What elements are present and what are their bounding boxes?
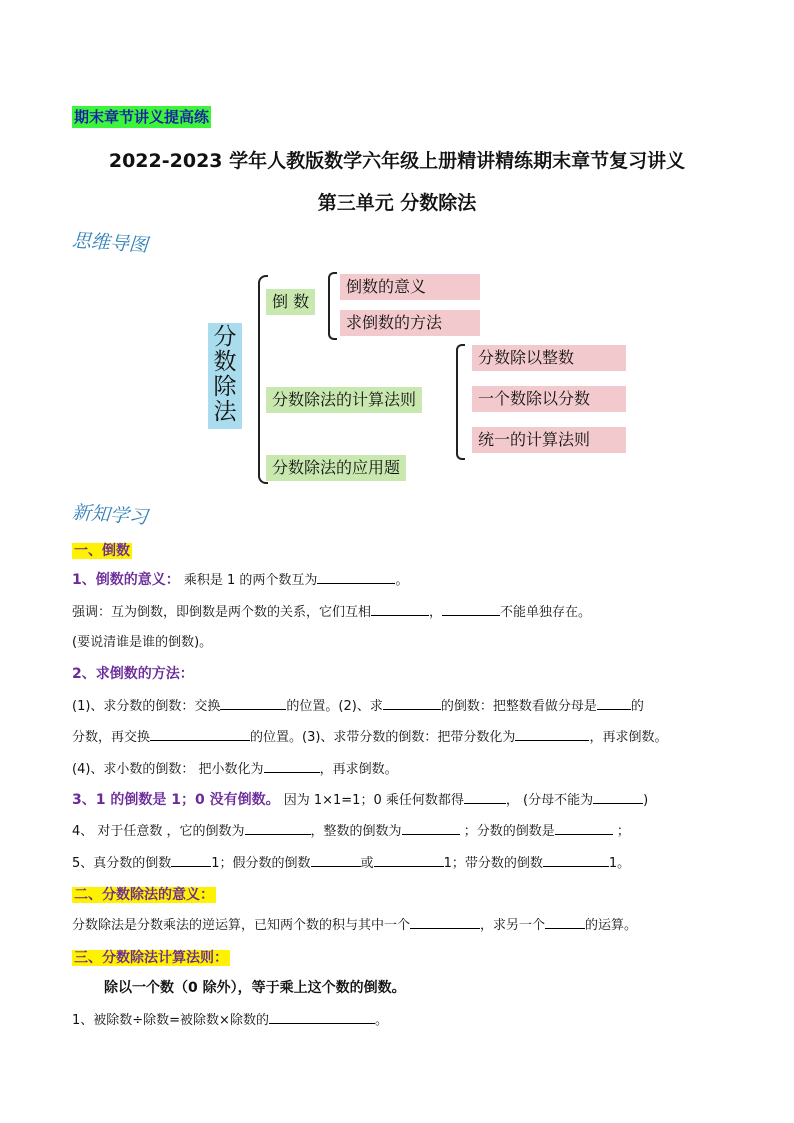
mindmap-brace-reciprocal [328,272,337,340]
unit-title: 第三单元 分数除法 [317,192,477,214]
line-division-meaning: 分数除法是分数乘法的逆运算，已知两个数的积与其中一个 ，求另一个 的运算。 [72,918,638,933]
mindmap-node-rule: 分数除法的计算法则 [266,387,422,413]
section-3-heading: 三、分数除法计算法则： [74,950,228,966]
mindmap-node-method: 求倒数的方法 [340,310,480,336]
line-note: (要说清谁是谁的倒数)。 [72,635,213,650]
mindmap-node-unified: 统一的计算法则 [472,427,626,453]
section-newknowledge-heading: 新知学习 [71,501,149,529]
header-tag: 期末章节讲义提高练 [74,108,210,126]
line-method-4: (4)、求小数的倒数： 把小数化为 ，再求倒数。 [72,762,398,777]
line-method-1: (1)、求分数的倒数：交换 的位置。(2)、求 的倒数：把整数看做分母是 的 [72,699,644,714]
line-method-heading: 2、求倒数的方法： [72,666,194,682]
mindmap-node-div-frac: 一个数除以分数 [472,386,626,412]
mindmap-root: 分数除法 [208,323,242,429]
line-rule-1: 1、被除数÷除数=被除数×除数的 。 [72,1013,388,1028]
line-fact-5: 5、真分数的倒数 1；假分数的倒数 或 1；带分数的倒数 1。 [72,856,631,871]
line-fact-3: 3、1 的倒数是 1；0 没有倒数。 因为 1×1=1；0 乘任何数都得 ， (分母不能为 ) [72,792,649,808]
mindmap-node-div-int: 分数除以整数 [472,345,626,371]
page-title: 2022-2023 学年人教版数学六年级上册精讲精练期末章节复习讲义 [108,150,686,172]
mindmap-node-meaning: 倒数的意义 [340,274,480,300]
line-meaning: 1、倒数的意义： 乘积是 1 的两个数互为 。 [72,572,409,588]
line-method-2: 分数，再交换 的位置。(3)、求带分数的倒数：把带分数化为 ，再求倒数。 [72,730,668,745]
section-mindmap-heading: 思维导图 [71,229,149,257]
mindmap-node-application: 分数除法的应用题 [266,455,406,481]
mindmap-brace-rule [456,344,465,460]
mindmap-node-reciprocal: 倒 数 [266,289,315,315]
line-emphasis: 强调：互为倒数，即倒数是两个数的关系，它们互相 ， 不能单独存在。 [72,605,592,620]
line-fact-4: 4、 对于任意数 ，它的倒数为 ，整数的倒数为 ；分数的倒数是 ； [72,824,630,839]
line-rule: 除以一个数（0 除外），等于乘上这个数的倒数。 [104,980,406,996]
section-1-heading: 一、倒数 [74,543,130,559]
section-2-heading: 二、分数除法的意义： [74,887,214,903]
